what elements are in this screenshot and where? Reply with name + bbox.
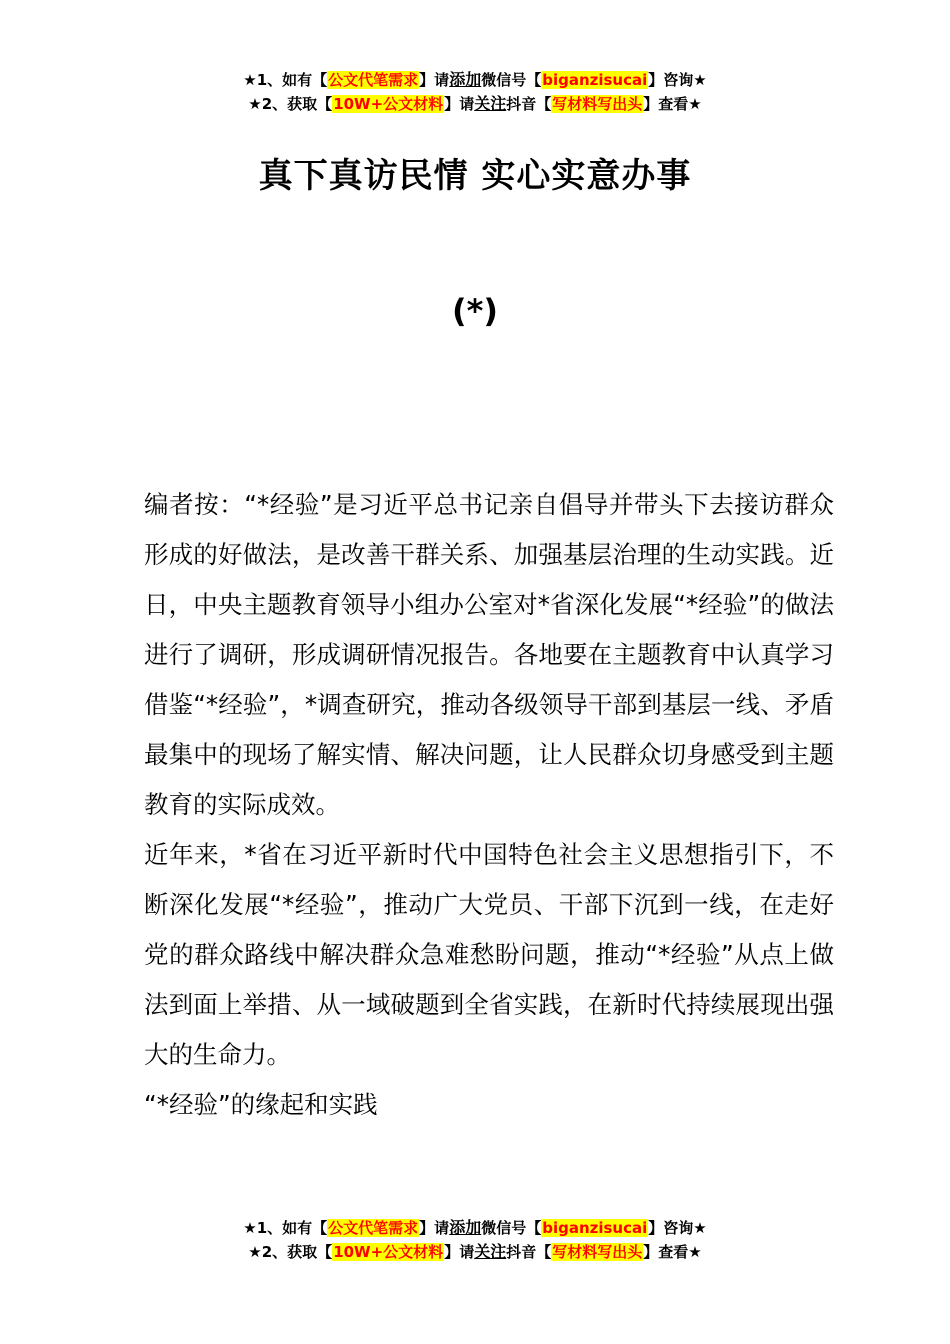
footer-banner [0, 1216, 950, 1264]
banner-text: 】请 [444, 95, 475, 113]
paragraph: 编者按：“*经验”是习近平总书记亲自倡导并带头下去接访群众形成的好做法，是改善干群关系、加强基层治理的生动实践。近日，中央主题教育领导小组办公室对*省深化发展“*经验”的做法进行了调研，形成调研情况报告。各地要在主题教育中认真学习借鉴“*经验”，*调查研究，推动各级领导干部到基层一线、矛盾最集中的现场了解实情、解决问题，让人民群众切身感受到主题教育的实际成效。 [144, 490, 834, 819]
paragraph: 近年来，*省在习近平新时代中国特色社会主义思想指引下，不断深化发展“*经验”，推动广大党员、干部下沉到一线，在走好党的群众路线中解决群众急难愁盼问题，推动“*经验”从点上做法到面上举措、从一域破题到全省实践，在新时代持续展现出强大的生命力。 [144, 840, 834, 1069]
banner-highlight: 公文代笔需求 [328, 71, 419, 89]
banner-underline: 添加 [449, 70, 482, 89]
banner-underline: 关注 [474, 1242, 507, 1261]
banner-text: 】查看★ [643, 95, 702, 113]
banner-highlight: biganzisucai [542, 1219, 648, 1237]
banner-highlight: 公文代笔需求 [328, 1219, 419, 1237]
banner-text: 】咨询★ [648, 1219, 707, 1237]
banner-line-2 [0, 1240, 950, 1264]
banner-text: ★1、如有【 [243, 71, 328, 89]
banner-text: 】请 [419, 1219, 450, 1237]
banner-highlight: 10W+公文材料 [333, 1243, 444, 1261]
banner-line-2 [0, 92, 950, 116]
banner-text: 微信号【 [481, 1219, 542, 1237]
banner-text: 微信号【 [481, 71, 542, 89]
document-body [144, 480, 834, 1130]
banner-text: 】请 [419, 71, 450, 89]
banner-highlight: biganzisucai [542, 71, 648, 89]
section-heading: “*经验”的缘起和实践 [144, 1090, 378, 1119]
banner-underline: 添加 [449, 1218, 482, 1237]
banner-line-1 [0, 1216, 950, 1240]
banner-highlight: 写材料写出头 [552, 1243, 643, 1261]
banner-text: 抖音【 [506, 95, 552, 113]
banner-underline: 关注 [474, 94, 507, 113]
banner-text: 】查看★ [643, 1243, 702, 1261]
banner-text: 抖音【 [506, 1243, 552, 1261]
document-title: 真下真访民情 实心实意办事 [258, 156, 692, 196]
banner-text: ★1、如有【 [243, 1219, 328, 1237]
banner-highlight: 写材料写出头 [552, 95, 643, 113]
banner-highlight: 10W+公文材料 [333, 95, 444, 113]
banner-text: ★2、获取【 [248, 95, 333, 113]
banner-text: ★2、获取【 [248, 1243, 333, 1261]
banner-text: 】请 [444, 1243, 475, 1261]
header-banner [0, 68, 950, 116]
banner-text: 】咨询★ [648, 71, 707, 89]
document-author: (*) [452, 292, 498, 330]
banner-line-1 [0, 68, 950, 92]
